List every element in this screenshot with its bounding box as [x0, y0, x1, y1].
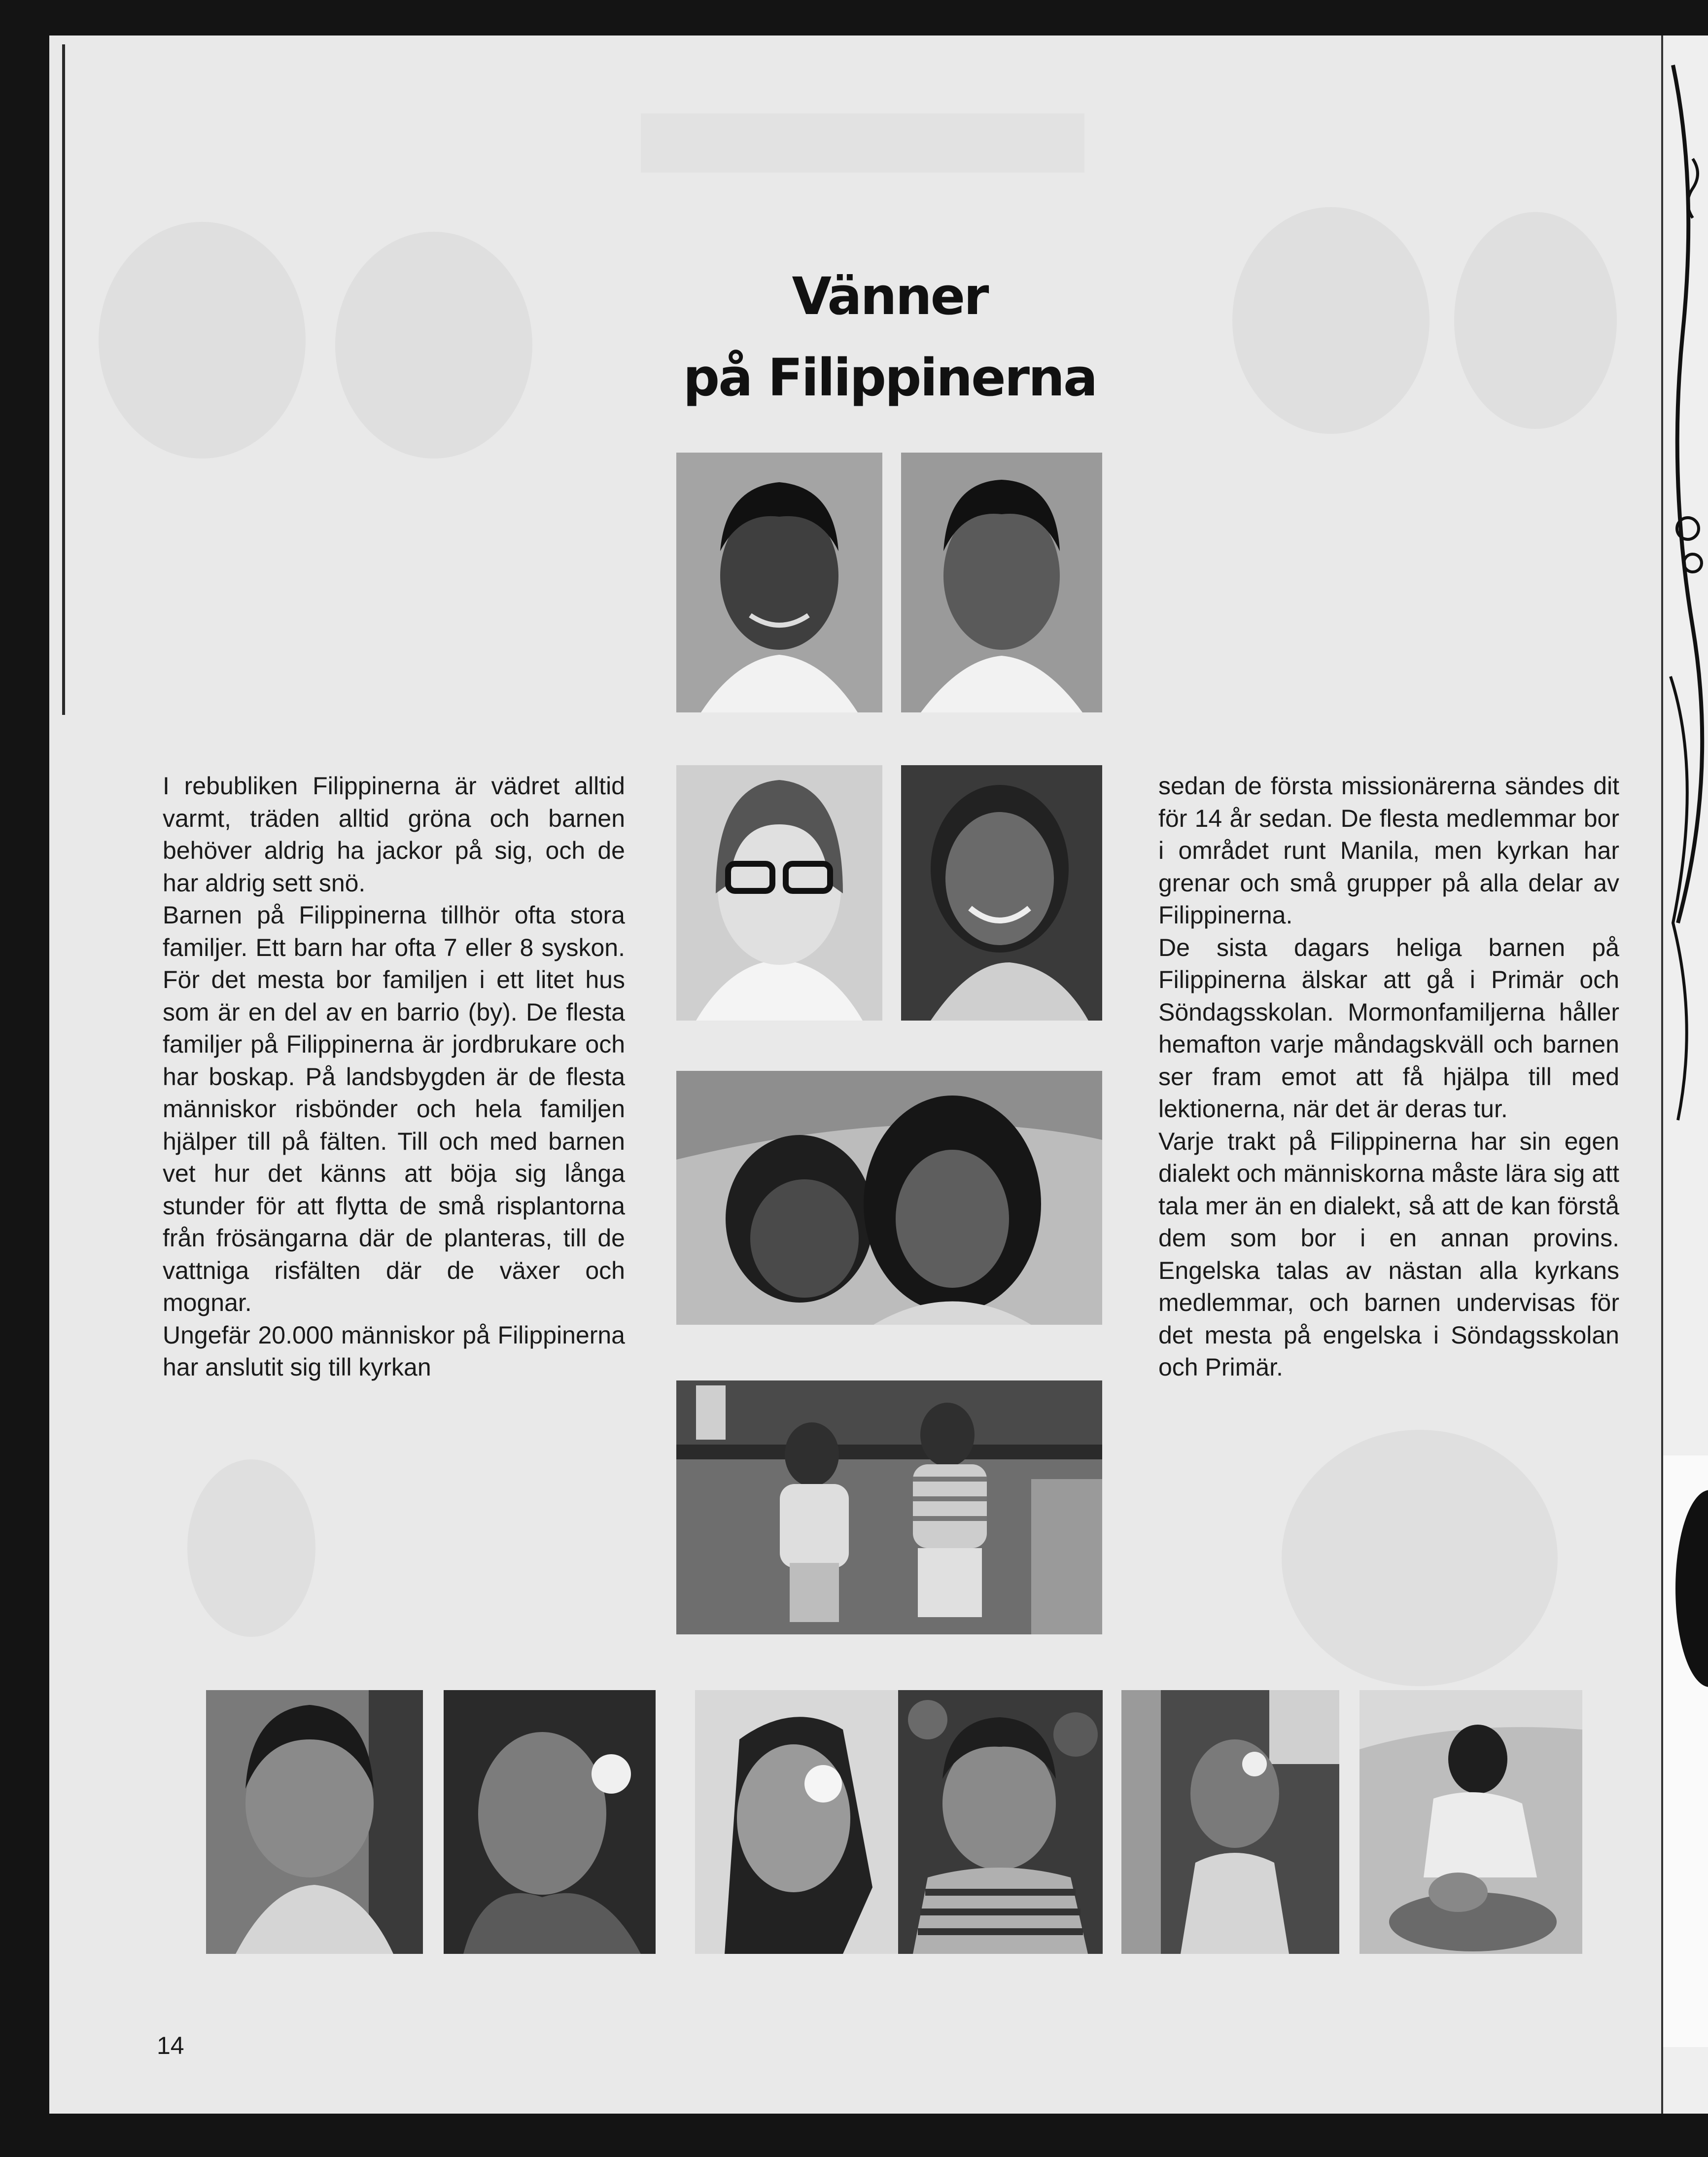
article-title-line2: på Filippinerna	[683, 348, 1097, 408]
article-title-line1: Vänner	[792, 266, 988, 326]
show-through-shape	[99, 222, 306, 459]
paragraph: Barnen på Filippinerna tillhör ofta stora familjer. Ett barn har ofta 7 eller 8 syskon. För det mesta bor familjen i ett litet hus som är en del av en barrio (by). De flesta familjer på Filippinerna är jordbrukare och har boskap. På landsbygden är de flesta människor risbönder och hela familjen hjälper till på fälten. Till och med barnen vet hur det känns att böja sig långa stunder för att flytta de små risplantorna från frösängarna där de planteras, till de vattniga risfälten där de växer och mognar.	[163, 901, 625, 1316]
left-text-column	[163, 770, 625, 1384]
show-through-shape	[1282, 1430, 1558, 1686]
photo-two-girls-at-shore	[676, 1071, 1102, 1325]
paragraph: De sista dagars heliga barnen på Filippinerna älskar att gå i Primär och Söndagsskolan. Mormonfamiljerna håller hemafton varje måndagskväll och barnen ser fram emot att få hjälpa till med lektionerna, när det är deras tur.	[1158, 933, 1619, 1123]
photo-toddler	[206, 1690, 423, 1954]
show-through-shape	[641, 113, 1084, 173]
cartoon-drawing-fragment	[1663, 35, 1708, 2114]
photo-smiling-child	[901, 765, 1102, 1021]
show-through-shape	[335, 232, 532, 459]
show-through-shape	[1232, 207, 1429, 434]
spine-line	[62, 44, 65, 715]
photo-boy-smiling	[676, 453, 882, 712]
paragraph: sedan de första missionärerna sändes dit för 14 år sedan. De flesta medlemmar bor i området runt Manila, men kyrkan har grenar och små grupper på alla delar av Filippinerna.	[1158, 772, 1619, 929]
right-text-column	[1158, 770, 1619, 1384]
photo-child-crouching	[1359, 1690, 1582, 1954]
photo-two-boys-by-house	[676, 1380, 1102, 1634]
show-through-shape	[1454, 212, 1617, 429]
photo-girl-with-flower	[444, 1690, 656, 1954]
paragraph: Ungefär 20.000 människor på Filippinerna har anslutit sig till kyrkan	[163, 1321, 625, 1381]
page-number: 14	[157, 2032, 184, 2059]
photo-girl-profile-flower	[695, 1690, 900, 1954]
photo-girl-by-house	[1121, 1690, 1339, 1954]
paragraph: I rebubliken Filippinerna är vädret alltid varmt, träden alltid gröna och barnen behöver aldrig ha jackor på sig, och de har aldrig sett snö.	[163, 772, 625, 897]
photo-girl-glasses	[676, 765, 882, 1021]
photo-boy-striped-shirt	[898, 1690, 1103, 1954]
show-through-shape	[187, 1459, 315, 1637]
paragraph: Varje trakt på Filippinerna har sin egen dialekt och människorna måste lära sig att tala mer än en dialekt, så att de kan förstå dem som bor i en annan provins. Engelska talas av nästan alla kyrkans medlemmar, och barnen undervisas för det mesta på engelska i Söndagsskolan och Primär.	[1158, 1127, 1619, 1381]
photo-boy-serious	[901, 453, 1102, 712]
adjacent-page-edge	[1661, 35, 1708, 2114]
